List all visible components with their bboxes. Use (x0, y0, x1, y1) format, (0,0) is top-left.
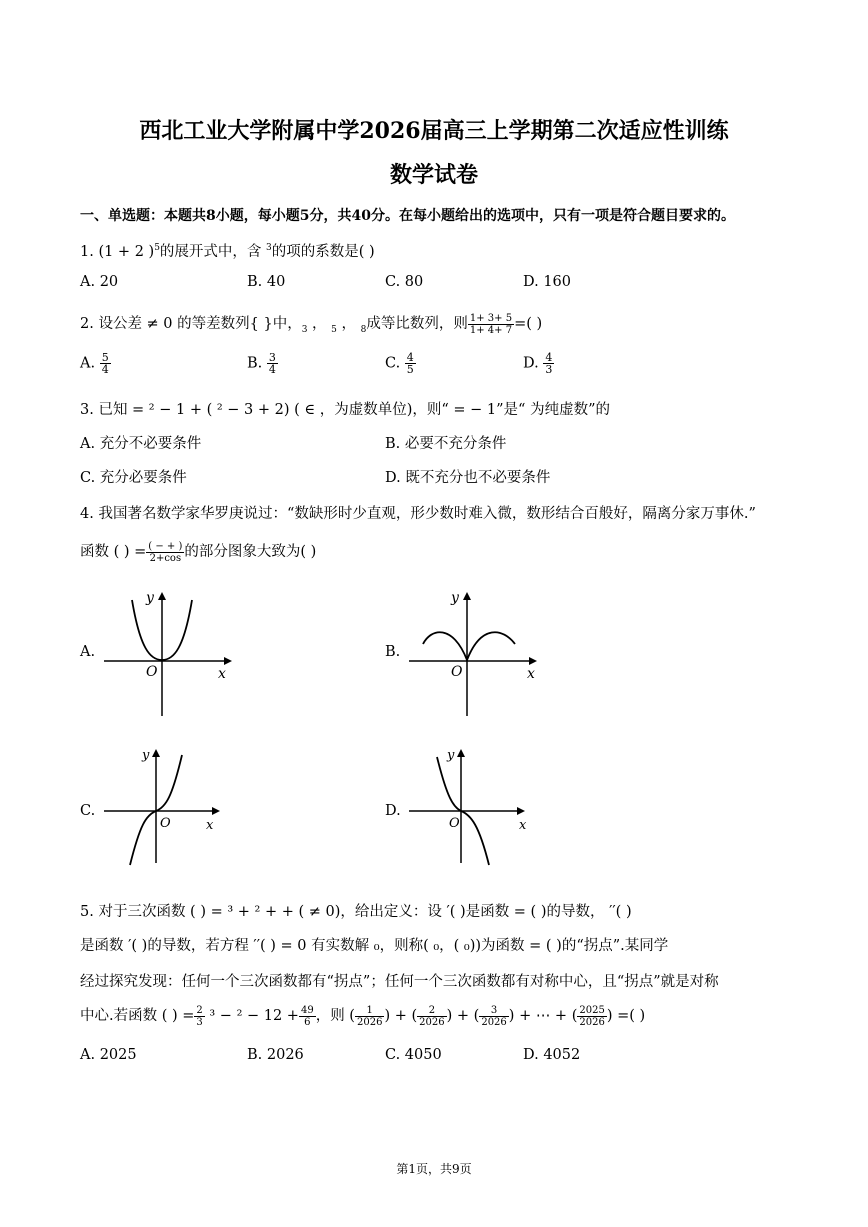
q4-function: 函数 ( ) = $\frac{( - + )}{2+\cos}$ 的部分图象大致为( ) (80, 540, 317, 564)
q1-option-d: D. 160 (523, 274, 572, 290)
q1-option-b: B. 40 (247, 274, 286, 290)
q1-option-a: A. 20 (80, 274, 119, 290)
graph-a-origin-label: O (146, 664, 158, 680)
graph-a-y-label: y (146, 590, 154, 606)
graph-c-label: C. (80, 803, 96, 819)
graph-b-origin-label: O (451, 664, 463, 680)
graph-b-x-label: x (527, 666, 535, 682)
q5-option-d: D. 4052 (523, 1047, 581, 1063)
q5-line-2: 是函数 ′( )的导数，若方程 ′′( ) = 0 有实数解 ₀，则称( ₀，( ₀))为函数 = ( )的“拐点”.某同学 (80, 938, 669, 954)
q3-option-d: D. 既不充分也不必要条件 (385, 470, 551, 486)
q1-stem: 1. (1 + 2 )$^5$的展开式中，含 $^3$的项的系数是( ) (80, 243, 375, 260)
graph-c-x-label: x (206, 818, 214, 833)
q5-option-a: A. 2025 (80, 1047, 137, 1063)
q2-option-a: A. $\frac{5}{4}$ (80, 351, 109, 376)
q5-line-3: 经过探究发现：任何一个三次函数都有“拐点”；任何一个三次函数都有对称中心，且“拐点”就是对称 (80, 974, 719, 990)
q1-option-c: C. 80 (385, 274, 424, 290)
graph-d (405, 745, 535, 870)
q3-option-a: A. 充分不必要条件 (80, 436, 202, 452)
graph-d-x-label: x (519, 818, 527, 833)
graph-d-origin-label: O (449, 816, 460, 831)
q5-option-b: B. 2026 (247, 1047, 304, 1063)
graph-c (100, 745, 230, 870)
graph-d-label: D. (385, 803, 401, 819)
q2-option-c: C. $\frac{4}{5}$ (385, 351, 414, 376)
graph-b (405, 588, 545, 718)
page-footer: 第1页，共9页 (396, 1162, 472, 1176)
section-heading: 一、单选题：本题共8小题，每小题5分，共40分。在每小题给出的选项中，只有一项是符合题目要求的。 (80, 208, 735, 224)
q5-line-1: 5. 对于三次函数 ( ) = ³ + ² + + ( ≠ 0)，给出定义：设 ′( )是函数 = ( )的导数， ′′( ) (80, 904, 632, 920)
q3-option-b: B. 必要不充分条件 (385, 436, 507, 452)
graph-a (100, 588, 240, 718)
q5-line-4: 中心.若函数 ( ) = $\frac{2}{3}$ ³ − ² − 12 + $\frac{49}{6}$ ，则 ( $\frac{1}{2026}$ ) + ( $\frac{2}{2026}$ ) + ( $\frac{3}{2026}$ ) + ⋯ + ( $\frac{2025}{2026}$ ) =( ) (80, 1004, 646, 1028)
q3-option-c: C. 充分必要条件 (80, 470, 187, 486)
q2-stem: 2. 设公差 ≠ 0 的等差数列{ }中，$_3$ ， $_5$ ， $_8$成等比数列，则 $\frac{1+ 3+ 5}{1+ 4+ 7}$ =( ) (80, 312, 543, 336)
page-subtitle: 数学试卷 (389, 162, 478, 188)
graph-a-label: A. (80, 644, 96, 660)
graph-c-origin-label: O (160, 816, 171, 831)
q4-stem: 4. 我国著名数学家华罗庚说过：“数缺形时少直观，形少数时难入微，数形结合百般好，隔离分家万事休.” (80, 506, 756, 522)
q2-option-b: B. $\frac{3}{4}$ (247, 351, 276, 376)
graph-c-y-label: y (142, 748, 150, 763)
graph-d-y-label: y (447, 748, 455, 763)
page-title: 西北工业大学附属中学2026届高三上学期第二次适应性训练 (139, 118, 729, 144)
q2-option-d: D. $\frac{4}{3}$ (523, 351, 553, 376)
graph-a-x-label: x (218, 666, 226, 682)
q3-stem: 3. 已知 = ² − 1 + ( ² − 3 + 2) ( ∈ ，为虚数单位)，则“ = − 1”是“ 为纯虚数”的 (80, 402, 610, 418)
graph-b-label: B. (385, 644, 401, 660)
q5-option-c: C. 4050 (385, 1047, 442, 1063)
graph-b-y-label: y (451, 590, 459, 606)
